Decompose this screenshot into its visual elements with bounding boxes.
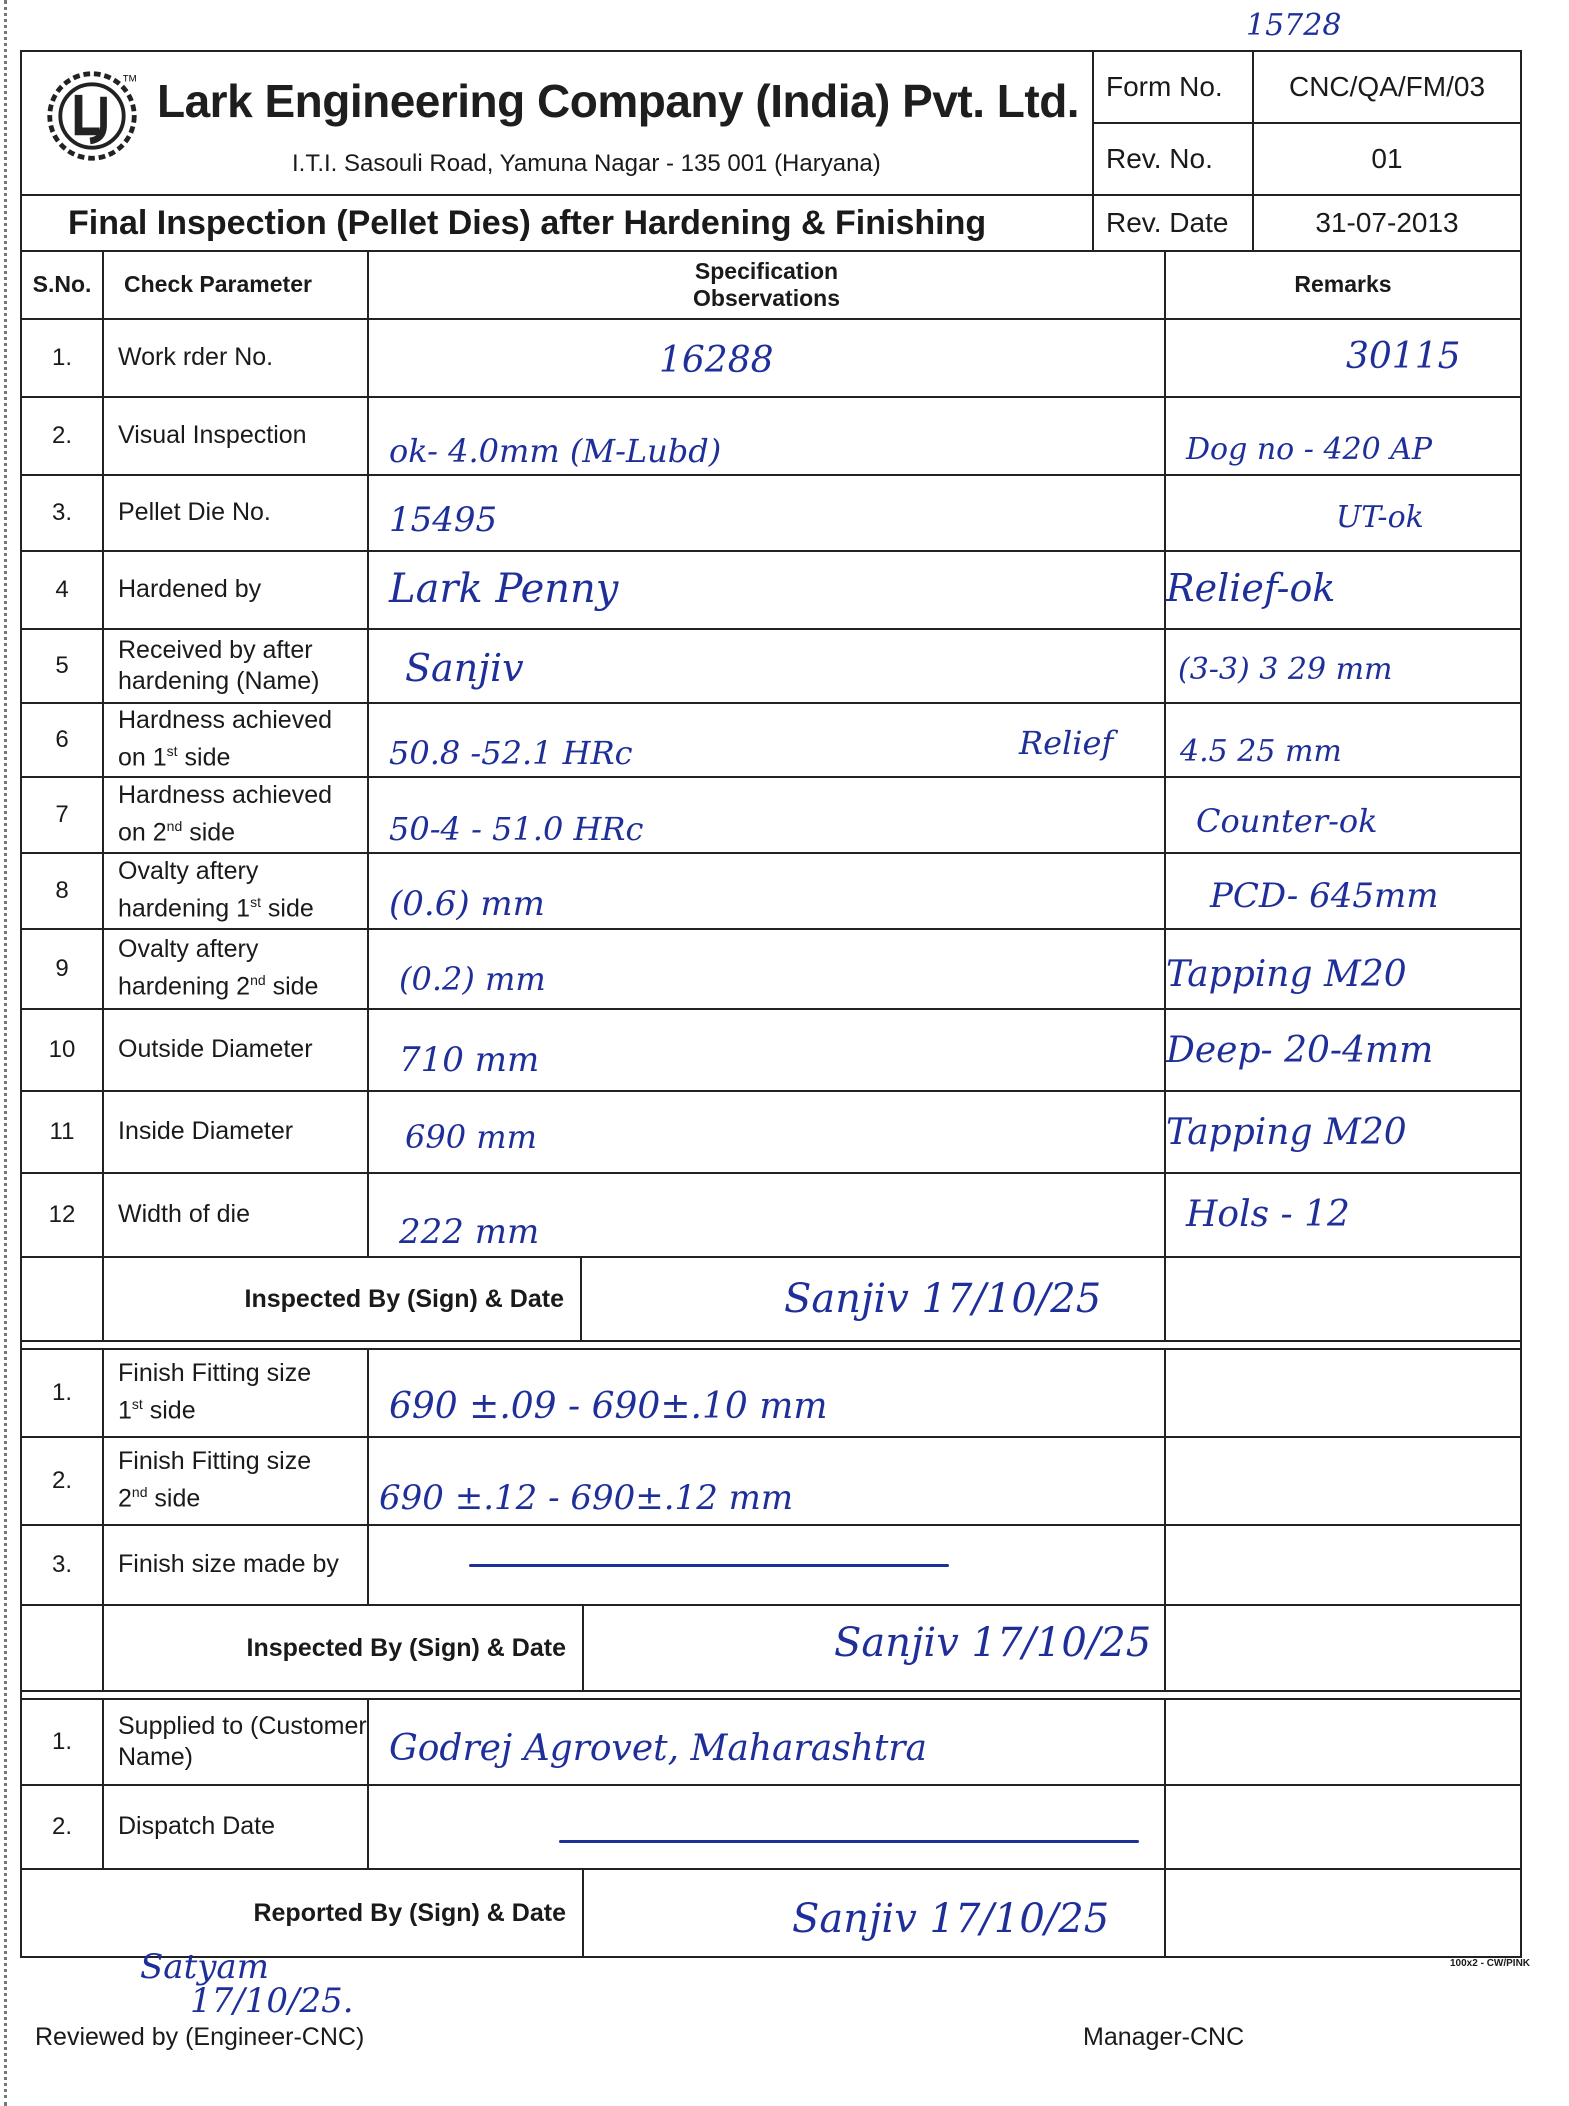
row-param: Ovalty aftery hardening 2nd side [103,929,368,1009]
row-observation [368,1009,1165,1091]
inspection-table [20,250,1522,1958]
form-no-value: CNC/QA/FM/03 [1253,51,1521,123]
row-observation [368,777,1165,853]
row-remark [1165,1525,1521,1605]
row-sno: 1. [21,319,103,397]
handwritten-remark: PCD- 645mm [1210,875,1439,916]
row-param: Visual Inspection [103,397,368,475]
empty-cell [21,1257,103,1341]
row-sno: 3. [21,475,103,551]
row-param: Received by after hardening (Name) [103,629,368,703]
row-observation [368,475,1165,551]
handwritten-remark: Hols - 12 [1186,1193,1350,1235]
row-sno: 9 [21,929,103,1009]
table-row [21,319,1521,397]
row-param: Finish Fitting size 2nd side [103,1437,368,1525]
table-row [21,1349,1521,1437]
row-sno: 2. [21,1437,103,1525]
inspected-by-label: Inspected By (Sign) & Date [104,1606,584,1692]
handwritten-observation: Godrej Agrovet, Maharashtra [389,1727,927,1769]
sign-row-content [103,1605,1165,1691]
row-sno: 2. [21,397,103,475]
empty-cell [1165,1869,1521,1957]
row-remark [1165,1009,1521,1091]
row-observation [368,1437,1165,1525]
row-param: Outside Diameter [103,1009,368,1091]
rev-date-value: 31-07-2013 [1253,195,1521,251]
sign-row [21,1605,1521,1691]
reporter-signature: Sanjiv 17/10/25 [792,1895,1110,1942]
company-address: I.T.I. Sasouli Road, Yamuna Nagar - 135 001 (Haryana) [292,150,881,177]
table-row [21,853,1521,929]
sign-row [21,1869,1521,1957]
row-observation [368,1349,1165,1437]
row-sno: 11 [21,1091,103,1173]
handwritten-observation: 16288 [659,339,774,381]
row-observation [368,551,1165,629]
table-row [21,929,1521,1009]
reviewer-sign-date: 17/10/25. [190,1981,354,2021]
row-remark [1165,777,1521,853]
page-edge-perforation [4,0,13,2106]
col-remarks: Remarks [1165,251,1521,319]
row-remark [1165,1699,1521,1785]
table-row [21,629,1521,703]
row-param: Ovalty aftery hardening 1st side [103,853,368,929]
handwritten-remark: Tapping M20 [1166,1111,1407,1153]
row-observation [368,703,1165,777]
table-row [21,1437,1521,1525]
rev-no-label: Rev. No. [1093,123,1253,195]
table-row [21,777,1521,853]
header-table [20,50,1522,252]
row-sno: 3. [21,1525,103,1605]
handwritten-remark: Dog no - 420 AP [1186,431,1433,467]
section-divider [21,1691,1521,1699]
col-specification [368,251,1165,319]
row-param: Hardness achieved on 2nd side [103,777,368,853]
handwritten-observation: 690 mm [405,1117,537,1156]
blank-line [559,1840,1139,1843]
row-observation [368,1785,1165,1869]
row-param: Pellet Die No. [103,475,368,551]
blank-line [469,1564,949,1567]
inspection-form [20,50,1520,1958]
handwritten-observation: Sanjiv [405,645,524,690]
row-remark [1165,929,1521,1009]
row-param: Hardened by [103,551,368,629]
row-param: Finish Fitting size 1st side [103,1349,368,1437]
sign-row-content [103,1257,1165,1341]
empty-cell [21,1605,103,1691]
row-param: Finish size made by [103,1525,368,1605]
row-sno: 12 [21,1173,103,1257]
table-row [21,1009,1521,1091]
row-observation [368,929,1165,1009]
row-observation [368,1525,1165,1605]
row-param: Width of die [103,1173,368,1257]
row-param: Work rder No. [103,319,368,397]
row-remark [1165,853,1521,929]
handwritten-remark: Tapping M20 [1166,953,1407,995]
handwritten-observation: ok- 4.0mm (M-Lubd) [389,431,722,470]
col-spec-line1: Specification [694,257,839,284]
row-remark [1165,475,1521,551]
sign-row [21,1257,1521,1341]
row-observation [368,629,1165,703]
rev-no-value: 01 [1253,123,1521,195]
row-remark [1165,1173,1521,1257]
handwritten-top-number: 15728 [1246,8,1342,43]
handwritten-remark: UT-ok [1336,499,1424,535]
reviewer-sign-name: Satyam [140,1947,269,1987]
row-sno: 8 [21,853,103,929]
row-remark [1165,703,1521,777]
row-observation [368,397,1165,475]
table-row [21,703,1521,777]
row-remark [1165,551,1521,629]
row-sno: 1. [21,1349,103,1437]
row-remark [1165,629,1521,703]
col-sno: S.No. [21,251,103,319]
handwritten-observation: 50-4 - 51.0 HRc [389,809,644,848]
handwritten-remark: 30115 [1346,335,1461,377]
table-row [21,1525,1521,1605]
row-observation [368,853,1165,929]
handwritten-remark: 4.5 25 mm [1180,733,1342,769]
row-observation [368,319,1165,397]
row-param: Supplied to (Customer Name) [103,1699,368,1785]
col-parameter: Check Parameter [103,251,368,319]
form-no-label: Form No. [1093,51,1253,123]
table-row [21,1785,1521,1869]
row-remark [1165,397,1521,475]
row-sno: 4 [21,551,103,629]
empty-cell [1165,1605,1521,1691]
handwritten-remark: Relief-ok [1166,565,1336,610]
reported-by-label: Reported By (Sign) & Date [22,1870,584,1958]
sign-row-content [21,1869,1165,1957]
rev-date-label: Rev. Date [1093,195,1253,251]
inspected-by-label: Inspected By (Sign) & Date [104,1258,582,1342]
table-row [21,475,1521,551]
handwritten-observation: 690 ±.09 - 690±.10 mm [389,1385,828,1427]
svg-text:TM: TM [122,73,137,85]
row-param: Inside Diameter [103,1091,368,1173]
row-remark [1165,319,1521,397]
manager-label: Manager-CNC [1083,2023,1245,2051]
row-remark [1165,1091,1521,1173]
row-sno: 2. [21,1785,103,1869]
reviewed-by-label: Reviewed by (Engineer-CNC) [35,2023,365,2051]
form-title: Final Inspection (Pellet Dies) after Hardening & Finishing [21,195,1093,251]
row-sno: 1. [21,1699,103,1785]
print-code: 100x2 - CW/PINK [1450,1958,1531,1969]
row-remark [1165,1349,1521,1437]
table-row [21,1699,1521,1785]
row-sno: 5 [21,629,103,703]
handwritten-remark: Deep- 20-4mm [1166,1029,1434,1071]
handwritten-observation-extra: Relief [1019,723,1114,762]
handwritten-remark: (3-3) 3 29 mm [1178,651,1393,687]
handwritten-observation: 50.8 -52.1 HRc [389,733,633,772]
table-row [21,1091,1521,1173]
table-row [21,1173,1521,1257]
row-observation [368,1091,1165,1173]
row-param: Hardness achieved on 1st side [103,703,368,777]
company-block [21,51,1093,195]
handwritten-observation: 15495 [389,499,498,540]
row-observation [368,1173,1165,1257]
table-row [21,551,1521,629]
empty-cell [1165,1257,1521,1341]
row-sno: 10 [21,1009,103,1091]
handwritten-observation: 690 ±.12 - 690±.12 mm [379,1477,794,1518]
row-param: Dispatch Date [103,1785,368,1869]
row-sno: 7 [21,777,103,853]
reviewer-signature [140,1947,354,2021]
handwritten-remark: Counter-ok [1196,801,1378,840]
handwritten-observation: (0.6) mm [389,883,545,924]
handwritten-observation: 222 mm [399,1211,540,1252]
section-divider [21,1341,1521,1349]
inspector-signature: Sanjiv 17/10/25 [784,1275,1102,1322]
row-sno: 6 [21,703,103,777]
row-remark [1165,1785,1521,1869]
row-observation [368,1699,1165,1785]
handwritten-observation: (0.2) mm [399,959,546,998]
inspector-signature: Sanjiv 17/10/25 [834,1619,1152,1666]
col-spec-line2: Observations [693,284,840,311]
table-row [21,397,1521,475]
handwritten-observation: Lark Penny [389,565,619,612]
handwritten-observation: 710 mm [399,1039,540,1080]
company-logo-icon [44,68,140,164]
company-name: Lark Engineering Company (India) Pvt. Ltd. [157,75,1080,127]
row-remark [1165,1437,1521,1525]
